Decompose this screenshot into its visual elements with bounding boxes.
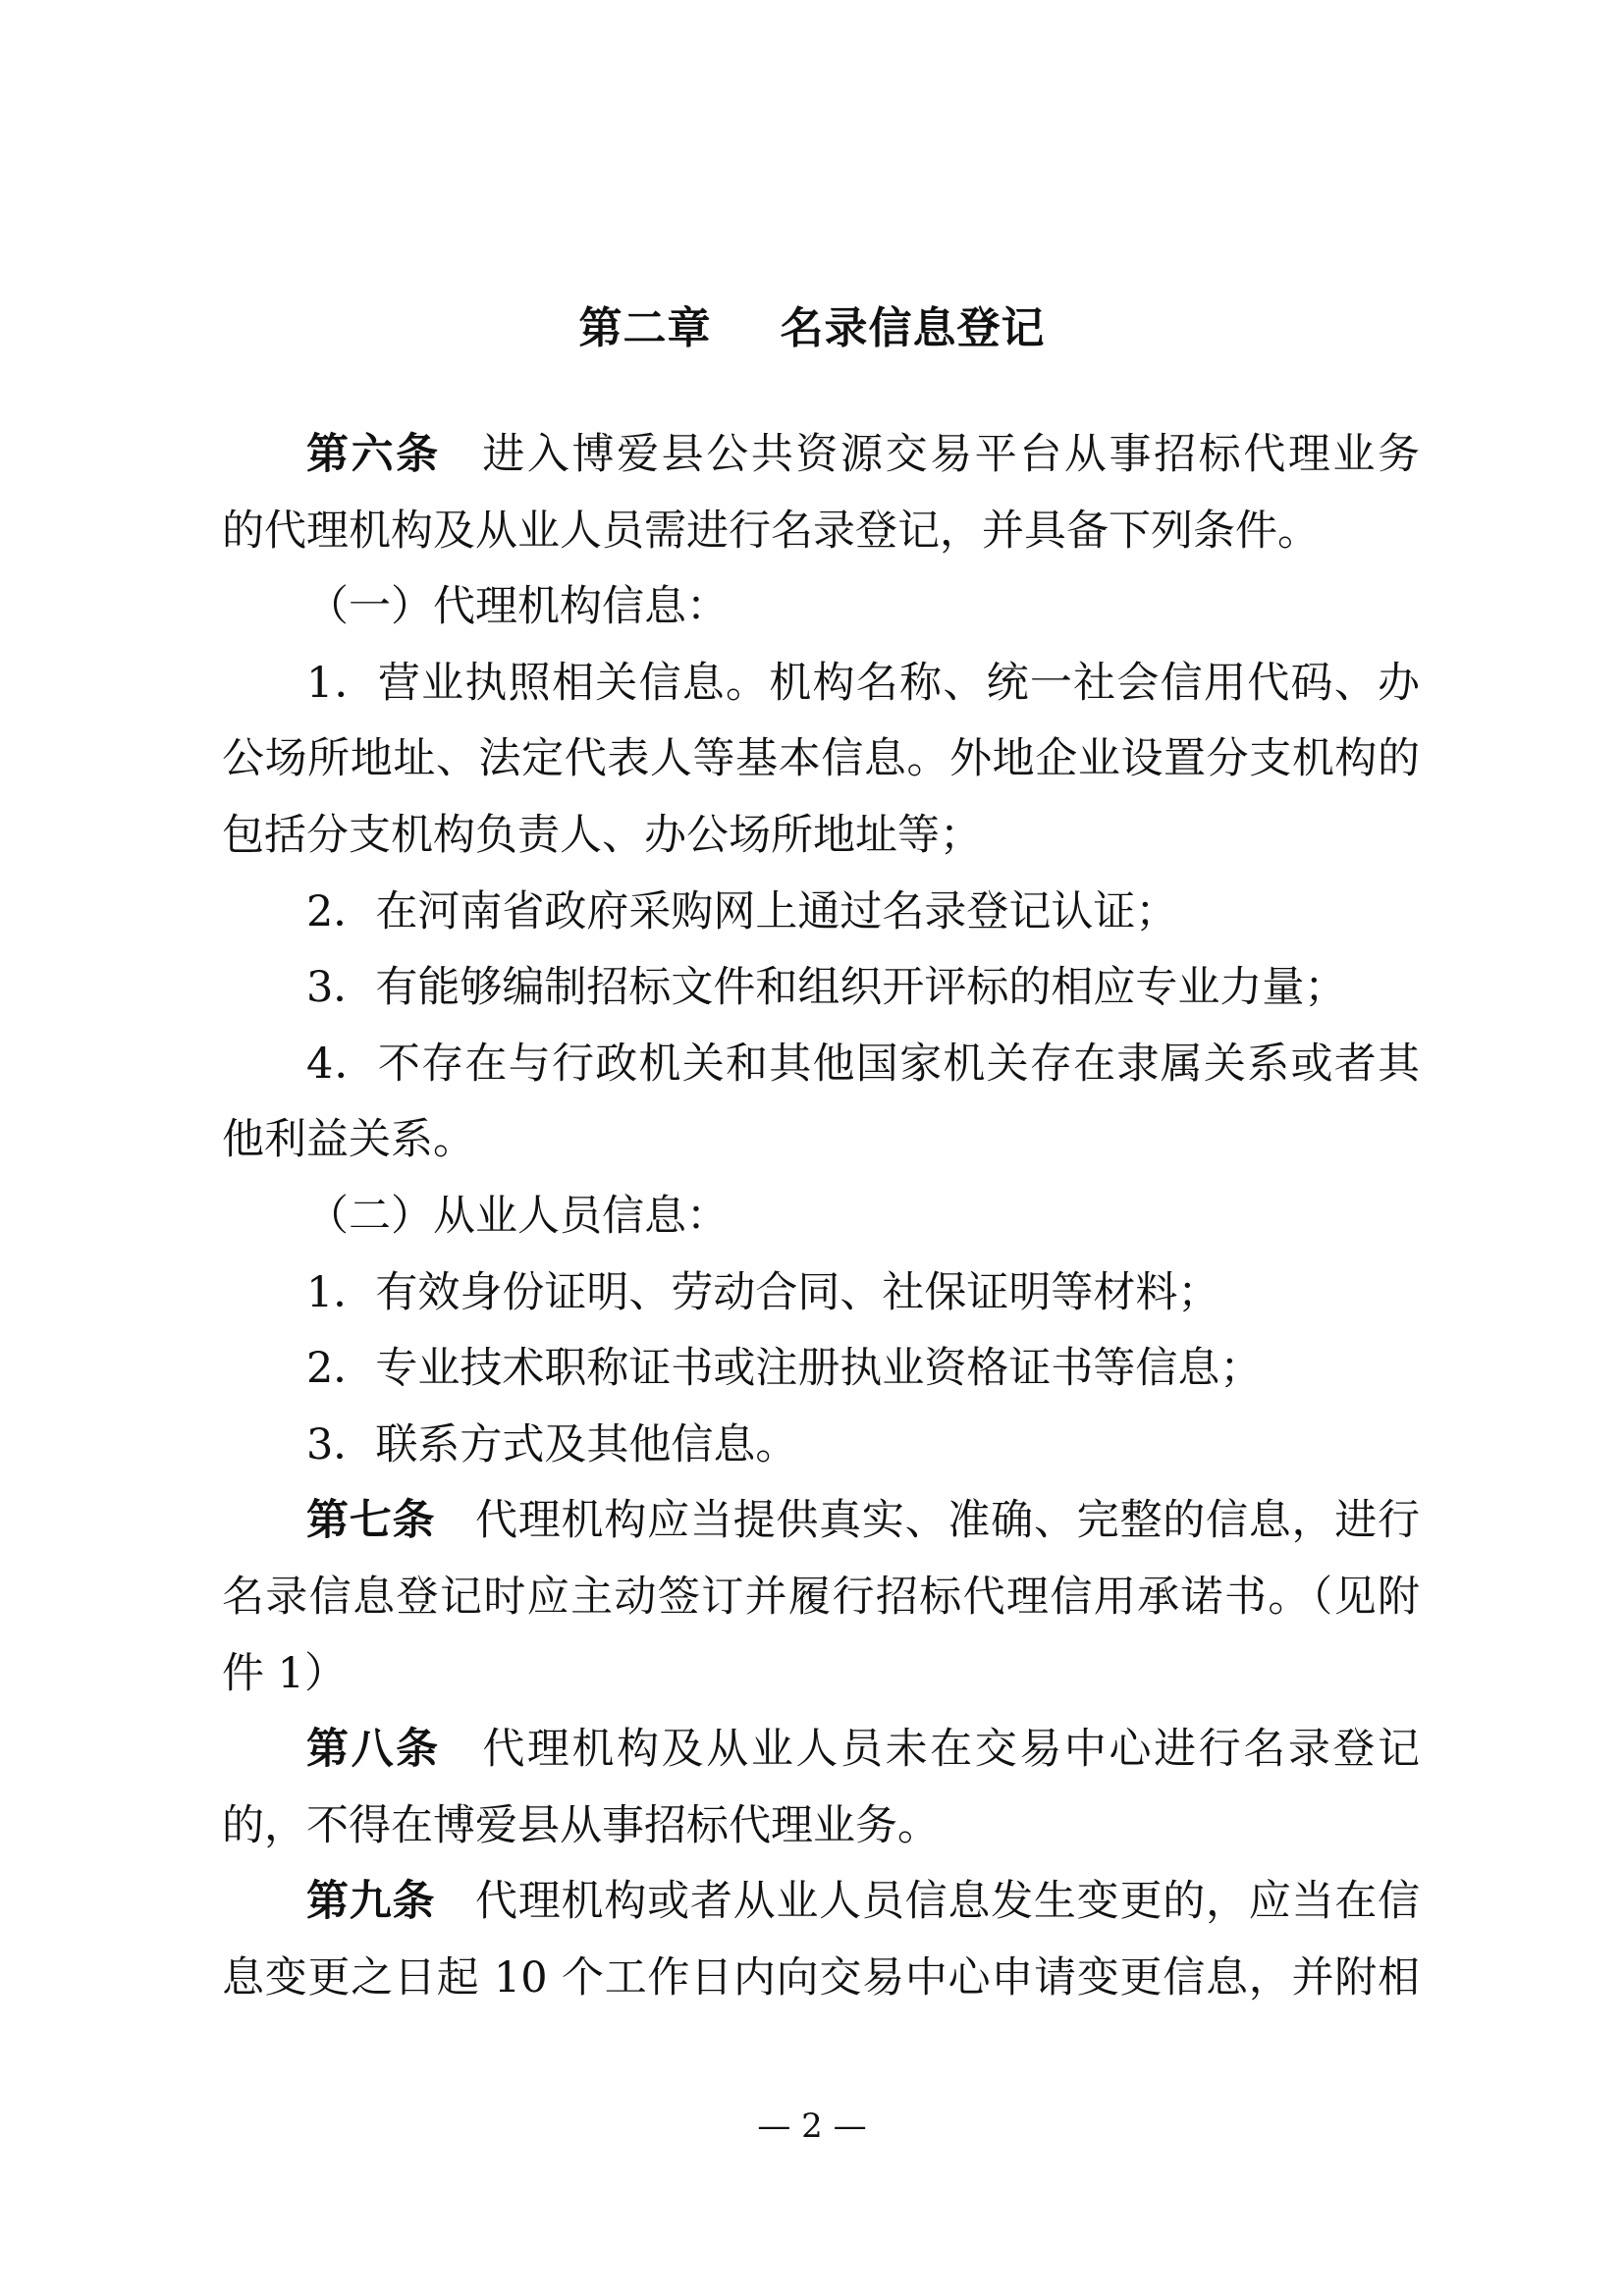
section-2-title: （二）从业人员信息：	[306, 1191, 729, 1241]
article-6-line-2: 的代理机构及从业人员需进行名录登记，并具备下列条件。	[222, 506, 1320, 556]
article-7-line-1	[222, 1483, 1420, 1560]
section-2-item-1: 1．有效身份证明、劳动合同、社保证明等材料；	[306, 1267, 1220, 1317]
section-1-title: （一）代理机构信息：	[306, 582, 729, 632]
article-9-line-1	[222, 1864, 1420, 1941]
article-7-text-1: 代理机构应当提供真实、准确、完整的信息，进行	[474, 1496, 1420, 1546]
document-body	[222, 417, 1420, 2016]
page-number: — 2 —	[757, 2107, 867, 2146]
article-9-line-2: 息变更之日起 10 个工作日内向交易中心申请变更信息，并附相	[222, 1952, 1420, 2002]
section-1-item-3: 3．有能够编制招标文件和组织开评标的相应专业力量；	[306, 963, 1347, 1013]
article-9-text-1: 代理机构或者从业人员信息发生变更的，应当在信	[474, 1877, 1420, 1927]
article-7-line-2: 名录信息登记时应主动签订并履行招标代理信用承诺书。（见附	[222, 1572, 1420, 1622]
section-1-item-4-line-1: 4．不存在与行政机关和其他国家机关存在隶属关系或者其	[306, 1039, 1420, 1089]
article-7-label: 第七条	[306, 1496, 436, 1546]
article-6-text-1: 进入博爱县公共资源交易平台从事招标代理业务	[479, 430, 1420, 479]
article-8-label: 第八条	[306, 1725, 441, 1775]
chapter-heading	[0, 299, 1624, 358]
section-1-item-1-line-1: 1．营业执照相关信息。机构名称、统一社会信用代码、办	[306, 658, 1420, 708]
article-8-text-1: 代理机构及从业人员未在交易中心进行名录登记	[479, 1725, 1420, 1775]
article-6-line-1	[222, 417, 1420, 494]
article-7-line-3: 件 1）	[222, 1648, 348, 1698]
section-2-item-2: 2．专业技术职称证书或注册执业资格证书等信息；	[306, 1344, 1263, 1394]
article-6-label: 第六条	[306, 430, 441, 479]
article-8-line-1	[222, 1712, 1420, 1789]
section-1-item-1-line-3: 包括分支机构负责人、办公场所地址等；	[222, 810, 982, 860]
section-1-item-4-line-2: 他利益关系。	[222, 1115, 475, 1165]
chapter-title: 名录信息登记	[780, 303, 1046, 353]
chapter-label: 第二章	[578, 303, 712, 353]
section-1-item-1-line-2: 公场所地址、法定代表人等基本信息。外地企业设置分支机构的	[222, 734, 1420, 784]
section-2-item-3: 3．联系方式及其他信息。	[306, 1419, 798, 1469]
article-8-line-2: 的，不得在博爱县从事招标代理业务。	[222, 1800, 940, 1850]
article-9-label: 第九条	[306, 1877, 436, 1927]
section-1-item-2: 2．在河南省政府采购网上通过名录登记认证；	[306, 886, 1178, 936]
